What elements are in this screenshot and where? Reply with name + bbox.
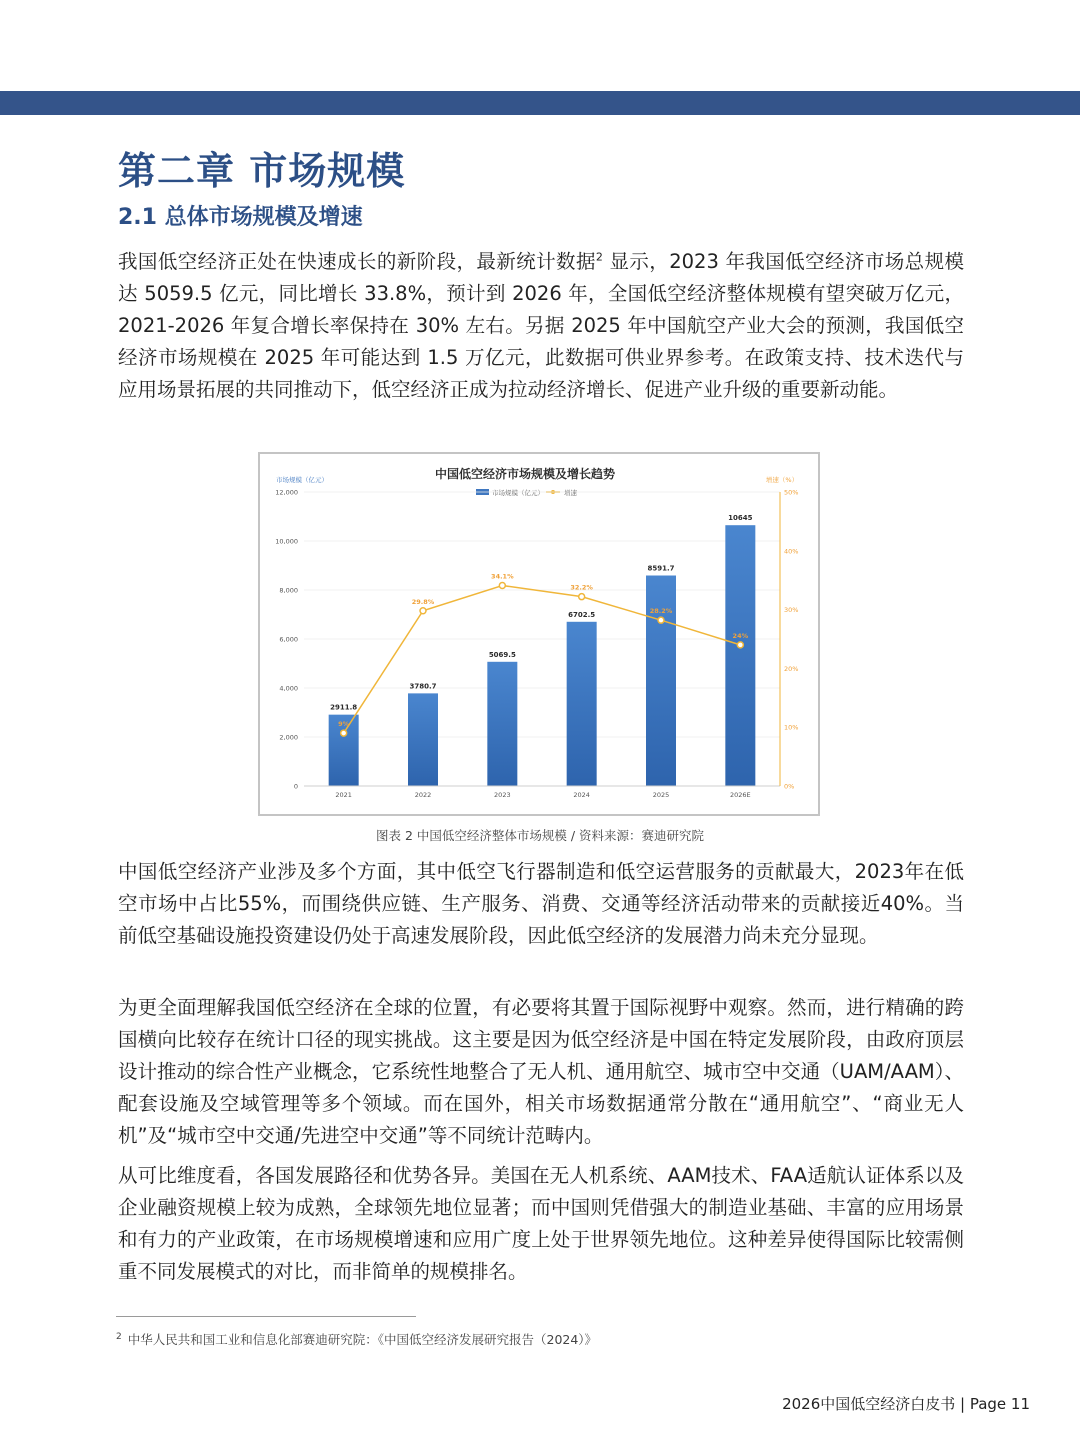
x-tick-label: 2025: [652, 791, 670, 799]
growth-point: [579, 594, 585, 600]
bar-2024: [567, 622, 597, 786]
chart-legend: [476, 488, 578, 497]
paragraph-2: 中国低空经济产业涉及多个方面，其中低空飞行器制造和低空运营服务的贡献最大，2023年在低空市场中占比55%，而围绕供应链、生产服务、消费、交通等经济活动带来的贡献接近40%。当前低空基础设施投资建设仍处于高速发展阶段，因此低空经济的发展潜力尚未充分显现。: [118, 860, 964, 947]
bar-value-label: 10645: [728, 514, 753, 523]
y-tick-label: 10,000: [275, 537, 298, 546]
chart-grid: [304, 492, 780, 786]
x-tick-label: 2023: [494, 791, 511, 799]
y2-tick-label: 50%: [784, 488, 799, 497]
legend-label-bar: 市场规模（亿元）: [492, 489, 544, 497]
section-title: 2.1 总体市场规模及增速: [118, 205, 363, 230]
growth-value-label: 32.2%: [570, 583, 593, 592]
chart-title: 中国低空经济市场规模及增长趋势: [434, 467, 616, 481]
paragraph-1-text-a: 我国低空经济正处在快速成长的新阶段，最新统计数据: [118, 250, 596, 273]
y2-tick-label: 20%: [784, 664, 799, 673]
y2-tick-label: 40%: [784, 547, 799, 556]
bar-2023: [487, 662, 517, 786]
growth-point: [420, 608, 426, 614]
bar-value-label: 6702.5: [568, 610, 596, 619]
growth-value-label: 28.2%: [649, 607, 673, 616]
y-tick-label: 4,000: [279, 684, 298, 693]
bar-value-label: 2911.8: [330, 703, 358, 712]
y2-axis-label: 增速（%）: [765, 476, 799, 484]
growth-point: [341, 730, 347, 736]
bar-value-label: 5069.5: [488, 650, 516, 659]
x-tick-label: 2026E: [730, 791, 751, 799]
x-tick-label: 2022: [414, 791, 432, 799]
growth-point: [499, 582, 505, 588]
bar-2022: [408, 693, 438, 786]
y-axis-label: 市场规模（亿元）: [276, 476, 328, 484]
y2-tick-label: 10%: [784, 723, 799, 732]
market-size-chart: [260, 454, 818, 814]
page-footer: 2026中国低空经济白皮书 | Page 11: [782, 1395, 1030, 1413]
y-tick-label: 6,000: [279, 635, 298, 644]
bar-2026E: [725, 525, 755, 786]
paragraph-1: [118, 246, 964, 406]
chart-bars: [329, 514, 756, 786]
growth-line-path: [344, 585, 741, 733]
y-tick-label: 12,000: [275, 488, 298, 497]
growth-value-label: 34.1%: [491, 572, 514, 581]
footnote: [116, 1330, 597, 1348]
footnote-ref[interactable]: 2: [595, 250, 603, 264]
paragraph-4: 从可比维度看，各国发展路径和优势各异。美国在无人机系统、AAM技术、FAA适航认证体系以及企业融资规模上较为成熟，全球领先地位显著；而中国则凭借强大的制造业基础、丰富的应用场景和有力的产业政策，在市场规模增速和应用广度上处于世界领先地位。这种差异使得国际比较需侧重不同发展模式的对比，而非简单的规模排名。: [118, 1164, 964, 1283]
y-tick-label: 2,000: [279, 733, 298, 742]
bar-value-label: 3780.7: [409, 682, 437, 691]
x-tick-label: 2024: [573, 791, 590, 799]
y-tick-label: 0: [293, 782, 298, 791]
paragraph-3: 为更全面理解我国低空经济在全球的位置，有必要将其置于国际视野中观察。然而，进行精确的跨国横向比较存在统计口径的现实挑战。这主要是因为低空经济是中国在特定发展阶段，由政府顶层设计推动的综合性产业概念，它系统性地整合了无人机、通用航空、城市空中交通（UAM/AAM）、配套设施及空域管理等多个领域。而在国外，相关市场数据通常分散在“通用航空”、“商业无人机”及“城市空中交通/先进空中交通”等不同统计范畴内。: [118, 996, 964, 1147]
paragraph-1-text-b: 显示，2023 年我国低空经济市场总规模达 5059.5 亿元，同比增长 33.8%，预计到 2026 年，全国低空经济整体规模有望突破万亿元，2021-2026 年复合增长率保持在 30% 左右。另据 2025 年中国航空产业大会的预测，我国低空经济市场规模在 2025 年可能达到 1.5 万亿元，此数据可供业界参考。在政策支持、技术迭代与应用场景拓展的共同推动下，低空经济正成为拉动经济增长、促进产业升级的重要新动能。: [118, 250, 964, 401]
legend-label-line: 增速: [564, 489, 577, 497]
footnote-text: 中华人民共和国工业和信息化部赛迪研究院：《中国低空经济发展研究报告（2024）》: [127, 1332, 598, 1347]
chapter-title: 第二章 市场规模: [118, 149, 406, 193]
x-tick-label: 2021: [335, 791, 352, 799]
growth-point: [737, 642, 743, 648]
growth-point: [658, 617, 664, 623]
footnote-divider: [116, 1316, 416, 1317]
growth-value-label: 29.8%: [411, 597, 435, 606]
chart-frame: [258, 452, 820, 816]
chart-growth-line: [338, 572, 748, 736]
bar-value-label: 8591.7: [647, 564, 675, 573]
y2-tick-label: 0%: [784, 782, 795, 791]
header-band: [0, 91, 1080, 115]
y-tick-label: 8,000: [279, 586, 298, 595]
growth-value-label: 24%: [732, 631, 749, 640]
y2-tick-label: 30%: [784, 606, 799, 615]
footnote-number: 2: [116, 1331, 122, 1342]
chart-caption: 图表 2 中国低空经济整体市场规模 / 资料来源：赛迪研究院: [375, 828, 705, 843]
growth-value-label: 9%: [338, 720, 350, 729]
